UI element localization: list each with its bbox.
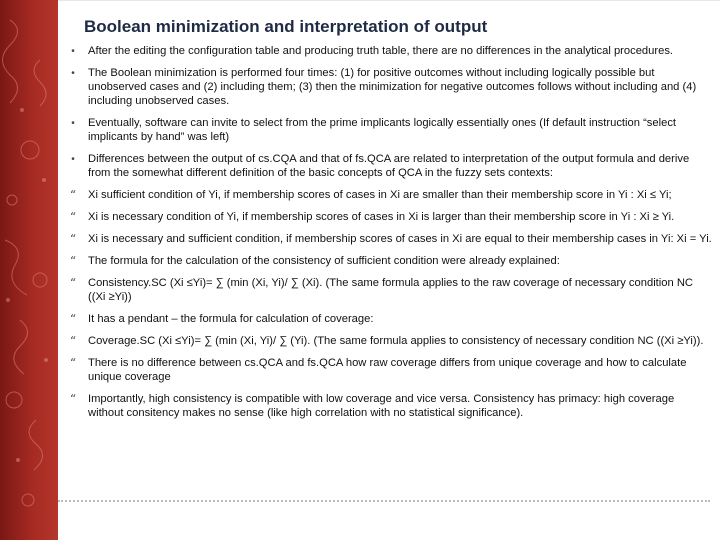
- bullet-quote-icon: [66, 392, 80, 407]
- bullet-item: [66, 152, 712, 180]
- bullet-quote-icon: [66, 356, 80, 371]
- bullet-quote-icon: [66, 334, 80, 349]
- bullet-item: [66, 276, 712, 304]
- decorative-side-band: [0, 0, 58, 540]
- bullet-quote-icon: [66, 210, 80, 225]
- bullet-item: [66, 66, 712, 108]
- bullet-text: Eventually, software can invite to select from the prime implicants logically essentially ones (If default instruction “select implicants by hand” was left): [88, 117, 677, 143]
- bullet-quote-icon: [66, 254, 80, 269]
- bullet-text: After the editing the configuration table and producing truth table, there are no differences in the analytical procedures.: [88, 45, 674, 57]
- bullet-dot-icon: [66, 44, 80, 59]
- top-rule: [58, 0, 720, 1]
- bullet-item: [66, 116, 712, 144]
- bullet-item: [66, 334, 712, 348]
- bullet-quote-icon: [66, 312, 80, 327]
- bullet-text: Differences between the output of cs.CQA and that of fs.QCA are related to interpretation of the output formula and derive from the somewhat different definition of the basic concepts of QCA in the fuzzy sets contexts:: [88, 153, 690, 179]
- bullet-text: Coverage.SC (Xi ≤Yi)= ∑ (min (Xi, Yi)/ ∑ (Yi). (The same formula applies to consistency of necessary condition NC ((Xi ≥Yi)).: [88, 335, 704, 347]
- bullet-dot-icon: [66, 66, 80, 81]
- bullet-text: Importantly, high consistency is compatible with low coverage and vice versa. Consistency has primacy: high coverage without consitency makes no sense (like high correlation with no statistical significance).: [88, 393, 675, 419]
- bullet-text: Xi is necessary and sufficient condition, if membership scores of cases in Xi are equal to their membership cases in Yi: Xi = Yi.: [88, 233, 712, 245]
- ornament-pattern-icon: [0, 0, 58, 540]
- bullet-quote-icon: [66, 276, 80, 291]
- bullet-item: [66, 356, 712, 384]
- bullet-text: Xi sufficient condition of Yi, if membership scores of cases in Xi are smaller than their membership score in Yi : Xi ≤ Yi;: [88, 189, 672, 201]
- bullet-quote-icon: [66, 232, 80, 247]
- bullet-item: [66, 210, 712, 224]
- bullet-text: Consistency.SC (Xi ≤Yi)= ∑ (min (Xi, Yi)/ ∑ (Xi). (The same formula applies to the raw coverage of necessary condition NC ((Xi ≥Yi)): [88, 277, 693, 303]
- bullet-item: [66, 44, 712, 58]
- bullet-text: There is no difference between cs.QCA and fs.QCA how raw coverage differs from unique coverage and how to calculate unique coverage: [88, 357, 687, 383]
- bullet-text: The Boolean minimization is performed four times: (1) for positive outcomes without including logically possible but unobserved cases and (2) including them; (3) then the minimization for negative outcomes follows without including and (4) including unobserved cases.: [88, 67, 697, 107]
- bottom-dotted-rule: [58, 500, 710, 502]
- bullet-dot-icon: [66, 152, 80, 167]
- bullet-item: [66, 254, 712, 268]
- bullet-text: It has a pendant – the formula for calculation of coverage:: [88, 313, 374, 325]
- bullet-text: Xi is necessary condition of Yi, if membership scores of cases in Xi is larger than their membership score in Yi : Xi ≥ Yi.: [88, 211, 675, 223]
- page-title: Boolean minimization and interpretation of output: [84, 17, 488, 36]
- bullet-quote-icon: [66, 188, 80, 203]
- bullet-list: [66, 44, 712, 428]
- bullet-item: [66, 188, 712, 202]
- bullet-item: [66, 232, 712, 246]
- bullet-text: The formula for the calculation of the consistency of sufficient condition were already explained:: [88, 255, 560, 267]
- bullet-dot-icon: [66, 116, 80, 131]
- bullet-item: [66, 312, 712, 326]
- bullet-item: [66, 392, 712, 420]
